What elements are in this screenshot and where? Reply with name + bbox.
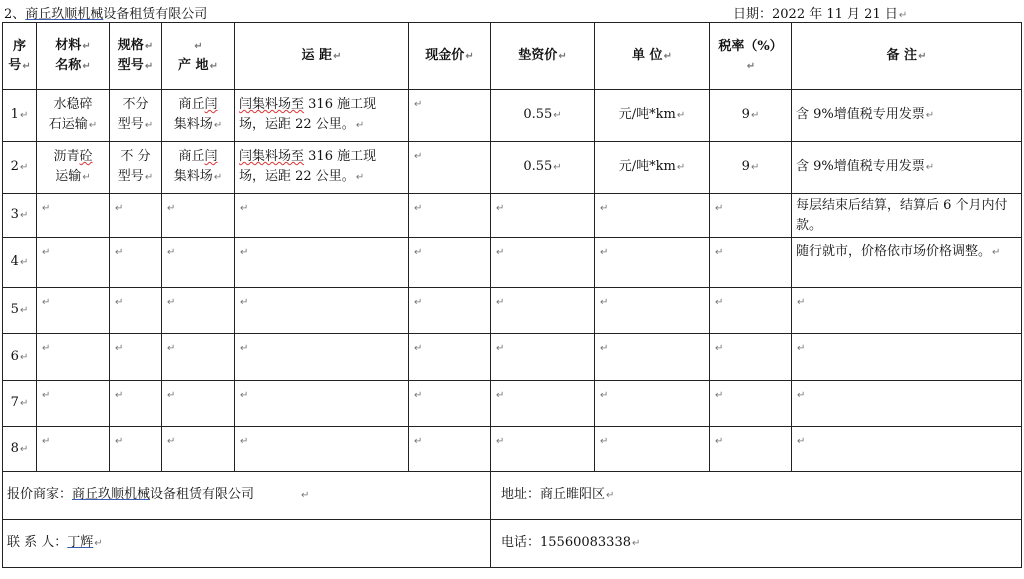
return-mark-icon: ↵	[167, 390, 176, 401]
return-mark-icon: ↵	[414, 247, 423, 258]
return-mark-icon: ↵	[715, 297, 724, 308]
return-mark-icon: ↵	[606, 490, 615, 501]
cell-tax-rate	[710, 381, 792, 427]
cell-unit: 元/吨*km↵	[595, 142, 710, 194]
return-mark-icon: ↵	[333, 51, 342, 62]
return-mark-icon: ↵	[553, 110, 562, 121]
return-mark-icon: ↵	[414, 390, 423, 401]
cell-cash-price	[409, 194, 491, 238]
return-mark-icon: ↵	[496, 390, 505, 401]
cell-unit: 元/吨*km↵	[595, 90, 710, 142]
cell-unit	[595, 427, 710, 472]
quotation-table	[2, 22, 1022, 568]
return-mark-icon: ↵	[600, 203, 609, 214]
return-mark-icon: ↵	[88, 120, 98, 131]
cell-unit	[595, 334, 710, 381]
footer-row-company	[3, 472, 1022, 520]
return-mark-icon: ↵	[209, 61, 218, 72]
return-mark-icon: ↵	[558, 51, 567, 62]
cell-spec: 不 分 型号↵	[110, 142, 162, 194]
return-mark-icon: ↵	[115, 436, 124, 447]
cell-origin: 商丘闫 集料场↵	[162, 142, 235, 194]
return-mark-icon: ↵	[663, 51, 672, 62]
cell-origin	[162, 334, 235, 381]
table-row	[3, 381, 1022, 427]
cell-advance-price	[491, 194, 595, 238]
cell-unit	[595, 194, 710, 238]
cell-spec	[110, 194, 162, 238]
return-mark-icon: ↵	[22, 60, 31, 72]
cell-seq: 4↵	[3, 238, 37, 288]
return-mark-icon: ↵	[240, 203, 249, 214]
cell-remark: 含 9%增值税专用发票↵	[792, 142, 1022, 194]
col-seq: 序 号↵	[3, 23, 37, 90]
document-header	[0, 0, 1024, 22]
cell-seq: 8↵	[3, 427, 37, 472]
return-mark-icon: ↵	[167, 343, 176, 354]
return-mark-icon: ↵	[144, 41, 154, 52]
return-mark-icon: ↵	[414, 203, 423, 214]
cell-seq: 5↵	[3, 288, 37, 334]
cell-cash-price	[409, 427, 491, 472]
return-mark-icon: ↵	[496, 436, 505, 447]
return-mark-icon: ↵	[715, 436, 724, 447]
cell-remark	[792, 381, 1022, 427]
cell-material: 沥青砼 运输↵	[37, 142, 110, 194]
phone-cell: 电话：15560083338↵	[491, 520, 1022, 568]
return-mark-icon: ↵	[676, 162, 686, 173]
table-row	[3, 142, 1022, 194]
return-mark-icon: ↵	[414, 343, 423, 354]
cell-seq: 3↵	[3, 194, 37, 238]
return-mark-icon: ↵	[213, 120, 223, 131]
return-mark-icon: ↵	[918, 51, 927, 62]
return-mark-icon: ↵	[600, 390, 609, 401]
cell-material	[37, 334, 110, 381]
cell-distance: 闫集料场至 316 施工现 场，运距 22 公里。↵	[235, 90, 409, 142]
return-mark-icon: ↵	[632, 538, 641, 549]
return-mark-icon: ↵	[19, 110, 29, 121]
table-row	[3, 334, 1022, 381]
return-mark-icon: ↵	[676, 110, 686, 121]
return-mark-icon: ↵	[414, 99, 423, 110]
return-mark-icon: ↵	[19, 443, 29, 455]
return-mark-icon: ↵	[115, 390, 124, 401]
return-mark-icon: ↵	[797, 343, 806, 354]
cell-tax-rate: 9↵	[710, 142, 792, 194]
cell-seq: 1↵	[3, 90, 37, 142]
cell-remark: 每层结束后结算，结算后 6 个月内付款。	[792, 194, 1022, 238]
cell-spec	[110, 288, 162, 334]
address-cell: 地址：商丘睢阳区↵	[491, 472, 1022, 520]
cell-origin	[162, 194, 235, 238]
return-mark-icon: ↵	[925, 110, 935, 121]
cell-material	[37, 427, 110, 472]
cell-remark	[792, 334, 1022, 381]
contact-cell: 联 系 人：丁辉↵	[3, 520, 491, 568]
return-mark-icon: ↵	[167, 247, 176, 258]
return-mark-icon: ↵	[355, 120, 365, 131]
return-mark-icon: ↵	[115, 203, 124, 214]
cell-cash-price	[409, 238, 491, 288]
return-mark-icon: ↵	[167, 203, 176, 214]
return-mark-icon: ↵	[746, 60, 756, 72]
return-mark-icon: ↵	[115, 247, 124, 258]
cell-remark	[792, 288, 1022, 334]
return-mark-icon: ↵	[715, 247, 724, 258]
cell-unit	[595, 381, 710, 427]
return-mark-icon: ↵	[94, 538, 103, 549]
cell-tax-rate	[710, 427, 792, 472]
cell-advance-price	[491, 427, 595, 472]
cell-remark: 随行就市，价格依市场价格调整。↵	[792, 238, 1022, 288]
return-mark-icon: ↵	[240, 297, 249, 308]
table-row	[3, 194, 1022, 238]
return-mark-icon: ↵	[144, 120, 154, 131]
cell-material	[37, 381, 110, 427]
return-mark-icon: ↵	[600, 436, 609, 447]
col-origin: ↵ 产 地↵	[162, 23, 235, 90]
return-mark-icon: ↵	[19, 210, 29, 221]
cell-spec	[110, 238, 162, 288]
cell-advance-price	[491, 288, 595, 334]
col-advance-price: 垫资价↵	[491, 23, 595, 90]
company-name-link: 商丘玖顺机械	[25, 7, 104, 22]
cell-tax-rate	[710, 334, 792, 381]
document-title: 2、商丘玖顺机械设备租赁有限公司	[4, 7, 208, 22]
cell-spec	[110, 334, 162, 381]
return-mark-icon: ↵	[715, 390, 724, 401]
cell-unit	[595, 238, 710, 288]
cell-distance	[235, 238, 409, 288]
table-row	[3, 238, 1022, 288]
return-mark-icon: ↵	[240, 390, 249, 401]
col-distance: 运 距↵	[235, 23, 409, 90]
return-mark-icon: ↵	[42, 390, 51, 401]
return-mark-icon: ↵	[465, 51, 474, 62]
cell-tax-rate	[710, 194, 792, 238]
return-mark-icon: ↵	[42, 203, 51, 214]
return-mark-icon: ↵	[496, 247, 505, 258]
return-mark-icon: ↵	[355, 172, 365, 183]
cell-seq: 7↵	[3, 381, 37, 427]
return-mark-icon: ↵	[42, 297, 51, 308]
col-cash-price: 现金价↵	[409, 23, 491, 90]
table-row	[3, 90, 1022, 142]
return-mark-icon: ↵	[19, 351, 29, 363]
cell-distance	[235, 194, 409, 238]
return-mark-icon: ↵	[213, 172, 223, 183]
return-mark-icon: ↵	[414, 297, 423, 308]
return-mark-icon: ↵	[414, 436, 423, 447]
cell-cash-price	[409, 142, 491, 194]
return-mark-icon: ↵	[898, 10, 908, 21]
return-mark-icon: ↵	[797, 436, 806, 447]
return-mark-icon: ↵	[240, 436, 249, 447]
cell-distance: 闫集料场至 316 施工现 场，运距 22 公里。↵	[235, 142, 409, 194]
cell-cash-price	[409, 90, 491, 142]
return-mark-icon: ↵	[115, 343, 124, 354]
cell-advance-price	[491, 381, 595, 427]
cell-origin: 商丘闫 集料场↵	[162, 90, 235, 142]
return-mark-icon: ↵	[797, 390, 806, 401]
cell-advance-price: 0.55↵	[491, 142, 595, 194]
cell-unit	[595, 288, 710, 334]
cell-spec	[110, 381, 162, 427]
cell-distance	[235, 381, 409, 427]
return-mark-icon: ↵	[194, 41, 203, 52]
return-mark-icon: ↵	[496, 343, 505, 354]
return-mark-icon: ↵	[301, 490, 310, 501]
cell-distance	[235, 288, 409, 334]
cell-distance	[235, 427, 409, 472]
return-mark-icon: ↵	[240, 247, 249, 258]
return-mark-icon: ↵	[750, 162, 760, 173]
return-mark-icon: ↵	[992, 247, 1001, 258]
col-spec: 规格↵ 型号↵	[110, 23, 162, 90]
cell-material	[37, 194, 110, 238]
return-mark-icon: ↵	[42, 247, 51, 258]
return-mark-icon: ↵	[167, 297, 176, 308]
return-mark-icon: ↵	[496, 203, 505, 214]
return-mark-icon: ↵	[414, 151, 423, 162]
col-tax-rate: 税率（%）↵	[710, 23, 792, 90]
cell-cash-price	[409, 288, 491, 334]
return-mark-icon: ↵	[82, 61, 91, 72]
cell-cash-price	[409, 381, 491, 427]
cell-tax-rate	[710, 288, 792, 334]
cell-spec	[110, 427, 162, 472]
cell-material: 水稳碎 石运输↵	[37, 90, 110, 142]
cell-advance-price	[491, 334, 595, 381]
cell-material	[37, 238, 110, 288]
cell-material	[37, 288, 110, 334]
cell-origin	[162, 381, 235, 427]
return-mark-icon: ↵	[42, 436, 51, 447]
return-mark-icon: ↵	[600, 247, 609, 258]
return-mark-icon: ↵	[553, 162, 562, 173]
cell-advance-price	[491, 238, 595, 288]
cell-seq: 6↵	[3, 334, 37, 381]
quote-date: 日期：2022 年 11 月 21 日↵	[733, 7, 908, 22]
return-mark-icon: ↵	[925, 162, 935, 173]
return-mark-icon: ↵	[19, 398, 29, 409]
return-mark-icon: ↵	[797, 297, 806, 308]
footer-row-contact	[3, 520, 1022, 568]
table-row	[3, 288, 1022, 334]
return-mark-icon: ↵	[496, 297, 505, 308]
quoter-cell: 报价商家：商丘玖顺机械设备租赁有限公司 ↵	[3, 472, 491, 520]
cell-origin	[162, 238, 235, 288]
table-header-row	[3, 23, 1022, 90]
return-mark-icon: ↵	[715, 203, 724, 214]
return-mark-icon: ↵	[600, 343, 609, 354]
return-mark-icon: ↵	[19, 162, 29, 173]
return-mark-icon: ↵	[19, 257, 29, 268]
cell-remark: 含 9%增值税专用发票↵	[792, 90, 1022, 142]
cell-tax-rate	[710, 238, 792, 288]
return-mark-icon: ↵	[167, 436, 176, 447]
return-mark-icon: ↵	[240, 343, 249, 354]
return-mark-icon: ↵	[144, 172, 154, 183]
cell-seq: 2↵	[3, 142, 37, 194]
col-unit: 单 位↵	[595, 23, 710, 90]
cell-cash-price	[409, 334, 491, 381]
return-mark-icon: ↵	[600, 297, 609, 308]
return-mark-icon: ↵	[82, 41, 91, 52]
return-mark-icon: ↵	[144, 61, 154, 72]
col-material: 材料↵ 名称↵	[37, 23, 110, 90]
return-mark-icon: ↵	[715, 343, 724, 354]
table-row	[3, 427, 1022, 472]
cell-origin	[162, 427, 235, 472]
return-mark-icon: ↵	[19, 305, 29, 316]
return-mark-icon: ↵	[750, 110, 760, 121]
return-mark-icon: ↵	[42, 343, 51, 354]
cell-origin	[162, 288, 235, 334]
return-mark-icon: ↵	[82, 172, 91, 183]
cell-spec: 不分 型号↵	[110, 90, 162, 142]
cell-remark	[792, 427, 1022, 472]
cell-advance-price: 0.55↵	[491, 90, 595, 142]
cell-tax-rate: 9↵	[710, 90, 792, 142]
return-mark-icon: ↵	[115, 297, 124, 308]
cell-distance	[235, 334, 409, 381]
col-remark: 备 注↵	[792, 23, 1022, 90]
